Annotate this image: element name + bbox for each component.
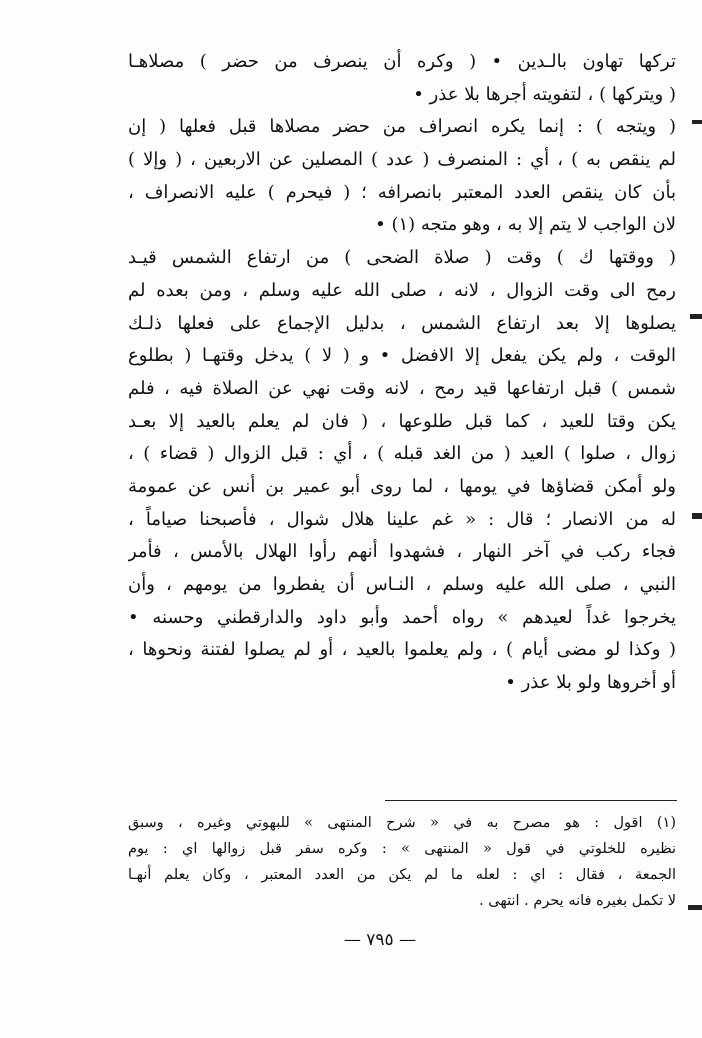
text-line: شمس ) قبل ارتفاعها قيد رمح ، لانه وقت نهي عن الصلاة فيه ، فلم bbox=[128, 377, 676, 399]
footnote-separator bbox=[385, 800, 677, 801]
text-line: ( ويتجه ) : إنما يكره انصراف من حضر مصلاها قبل فعلها ( إن bbox=[128, 116, 676, 138]
text-line: ( ويتركها ) ، لتفويته أجرها بلا عذر • bbox=[413, 83, 676, 105]
main-text-block bbox=[128, 46, 676, 700]
footnote-block bbox=[128, 810, 676, 914]
text-line: النبي ، صلى الله عليه وسلم ، النـاس أن يفطروا من يومهم ، وأن bbox=[128, 574, 676, 595]
scan-edge-mark bbox=[692, 120, 702, 124]
text-line: فجاء ركب في آخر النهار ، فشهدوا أنهم رأوا الهلال بالأمس ، فأمر bbox=[128, 541, 676, 563]
text-line: زوال ، صلوا ) العيد ( من الغد قبله ) ، أي : قبل الزوال ( قضاء ) ، bbox=[128, 443, 676, 465]
text-line: لم ينقص به ) ، أي : المنصرف ( عدد ) المصلين عن الاربعين ، ( وإلا ) bbox=[128, 149, 676, 171]
text-line: يصلوها إلا بعد ارتفاع الشمس ، بدليل الإجماع على فعلها ذلـك bbox=[128, 312, 676, 334]
text-line: أو أخروها ولو بلا عذر • bbox=[505, 672, 676, 694]
scan-edge-mark bbox=[690, 314, 702, 319]
footnote-line: الجمعة ، فقال : اي : لعله ما لم يكن من العدد المعتبر ، وكان يعلم أنهـا bbox=[128, 867, 676, 883]
footnote-line: نظيره للخلوتي في قول « المنتهى » : وكره سفر قبل زوالها اي : يوم bbox=[128, 841, 676, 857]
text-line: يخرجوا غداً لعيدهم » رواه أحمد وأبو داود والدارقطني وحسنه • bbox=[128, 606, 676, 628]
text-line: ولو أمكن قضاؤها في يومها ، لما روى أبو عمير بن أنس عن عمومة bbox=[128, 475, 676, 497]
scan-edge-mark bbox=[692, 513, 702, 519]
footnote-line: لا تكمل بغيره فانه يحرم . انتهى . bbox=[479, 893, 676, 909]
text-line: بأن كان ينقص العدد المعتبر بانصرافه ؛ ( فيحرم ) عليه الانصراف ، bbox=[128, 181, 676, 203]
text-line: له من الانصار ؛ قال : « غم علينا هلال شوال ، فأصبحنا صياماً ، bbox=[128, 508, 676, 530]
footnote-line: (١) اقول : هو مصرح به في « شرح المنتهى » للبهوتي وغيره ، وسبق bbox=[128, 815, 676, 831]
text-line: لان الواجب لا يتم إلا به ، وهو متجه (١) • bbox=[375, 214, 676, 236]
text-line: ( وكذا لو مضى أيام ) ، ولم يعلموا بالعيد ، أو لم يصلوا لفتنة ونحوها ، bbox=[128, 639, 676, 661]
text-line: تركها تهاون بالـدين • ( وكره أن ينصرف من حضر ) مصلاهـا bbox=[128, 51, 676, 72]
text-line: ( ووقتها ك ) وقت ( صلاة الضحى ) من ارتفاع الشمس قيـد bbox=[128, 247, 676, 269]
text-line: الوقت ، ولم يكن يفعل إلا الافضل • و ( لا ) يدخل وقتهـا ( بطلوع bbox=[128, 345, 676, 367]
text-line: يكن وقتا للعيد ، كما قبل طلوعها ، ( فان لم يعلم بالعيد إلا بعـد bbox=[128, 410, 676, 432]
scan-edge-mark bbox=[688, 905, 702, 910]
text-line: رمح الى وقت الزوال ، لانه ، صلى الله عليه وسلم ، ومن بعده لم bbox=[128, 279, 676, 301]
page-number: — ٧٩٥ — bbox=[343, 930, 417, 950]
